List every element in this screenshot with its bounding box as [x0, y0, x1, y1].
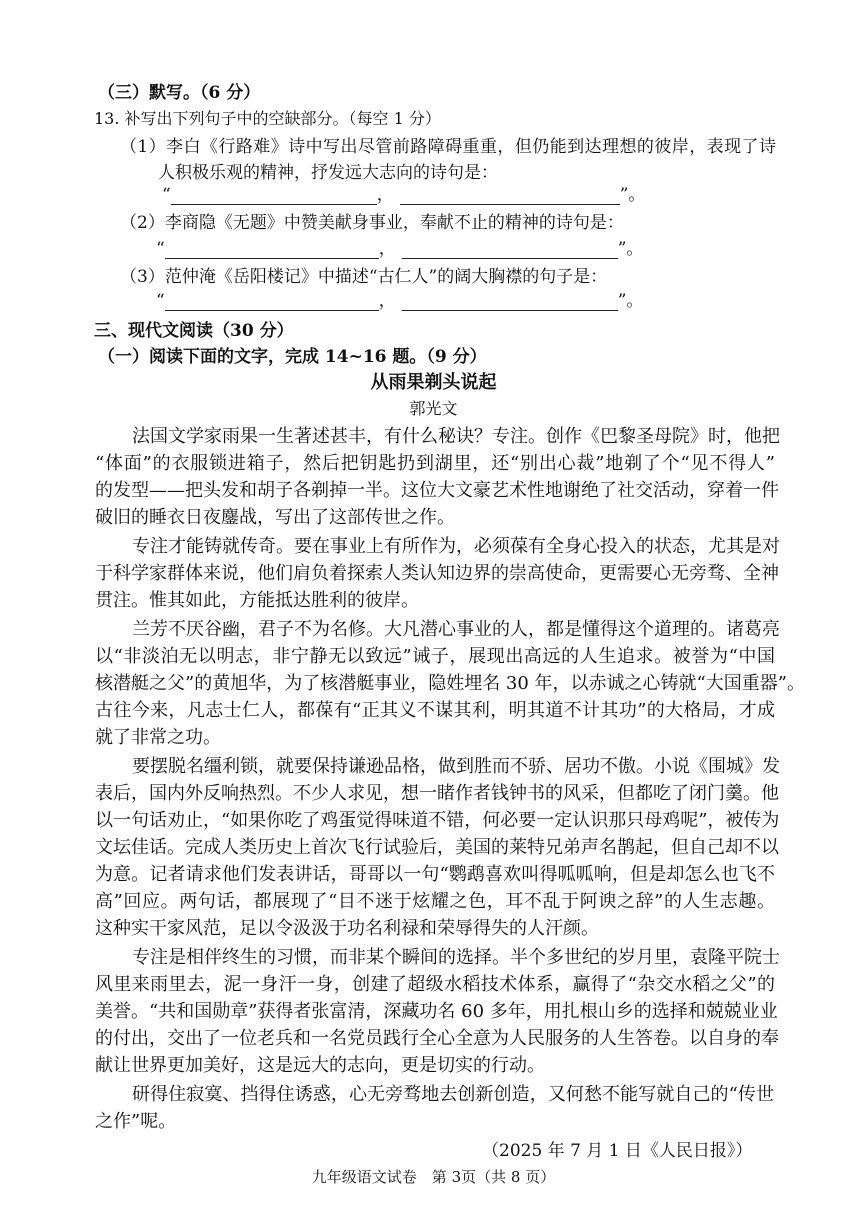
question-13-prompt: 13. 补写出下列句子中的空缺部分。（每空 1 分）	[94, 109, 441, 128]
paragraph-line: 破旧的睡衣日夜鏖战，写出了这部传世之作。	[95, 507, 455, 528]
comma: ，	[378, 239, 396, 259]
close-quote: ”。	[617, 239, 644, 259]
paragraph-line: 的付出，交出了一位老兵和一名党员践行全心全意为人民服务的人生答卷。以自身的奉	[95, 1028, 779, 1049]
item-2-answer-blanks[interactable]	[156, 234, 643, 259]
paragraph-line: 核潜艇之父”的黄旭华，为了核潜艇事业，隐姓埋名 30 年，以赤诚之心铸就“大国重器”。	[95, 673, 805, 694]
paragraph-line: 高”回应。两句话，都展现了“目不迷于炫耀之色，耳不乱于阿谀之辞”的人生志趣。	[95, 891, 775, 912]
item-2-prompt: （2）李商隐《无题》中赞美献身事业，奉献不止的精神的诗句是：	[120, 213, 624, 233]
paragraph-line: 表后，国内外反响热烈。不少人求见，想一睹作者钱钟书的风采，但都吃了闭门羹。他	[95, 783, 779, 804]
paragraph-line: 以“非淡泊无以明志，非宁静无以致远”诫子，展现出高远的人生追求。被誉为“中国	[95, 646, 775, 667]
item-1-answer-blanks	[162, 180, 645, 205]
item-1-line-2: 人积极乐观的精神，抒发远大志向的诗句是：	[158, 163, 498, 183]
open-quote: “	[156, 239, 165, 259]
paragraph-line: 美誉。“共和国勋章”获得者张富清，深藏功名 60 多年，用扎根山乡的选择和兢兢业业	[95, 1001, 778, 1022]
answer-blank[interactable]	[171, 186, 377, 205]
paragraph-line: 就了非常之功。	[95, 727, 221, 748]
item-1-line-1: （1）李白《行路难》诗中写出尽管前路障碍重重，但仍能到达理想的彼岸，表现了诗	[120, 137, 776, 157]
answer-blank[interactable]	[165, 292, 379, 311]
paragraph-line: 贯注。惟其如此，方能抵达胜利的彼岸。	[95, 590, 419, 611]
paragraph-line: 献让世界更加美好，这是远大的志向，更是切实的行动。	[95, 1055, 545, 1076]
paragraph-line: 专注才能铸就传奇。要在事业上有所作为，必须葆有全身心投入的状态，尤其是对	[132, 536, 780, 557]
paragraph-line: 之作”呢。	[95, 1111, 177, 1132]
paragraph-line: 专注是相伴终生的习惯，而非某个瞬间的选择。半个多世纪的岁月里，袁隆平院士	[132, 947, 780, 968]
paragraph-line: 为意。记者请求他们发表讲话，哥哥以一句“鹦鹉喜欢叫得呱呱响，但是却怎么也飞不	[95, 864, 775, 885]
paragraph-line: 要摆脱名缰利锁，就要保持谦逊品格，做到胜而不骄、居功不傲。小说《围城》发	[132, 756, 780, 777]
paragraph-line: “体面”的衣服锁进箱子，然后把钥匙扔到湖里，还“别出心裁”地剃了个“见不得人”	[95, 453, 775, 474]
close-quote: ”。	[619, 185, 646, 205]
answer-blank[interactable]	[165, 240, 379, 259]
comma: ，	[378, 291, 396, 311]
paragraph-line: 于科学家群体来说，他们肩负着探索人类认知边界的崇高使命，更需要心无旁骛、全神	[95, 563, 779, 584]
open-quote: “	[162, 185, 171, 205]
paragraph-line: 法国文学家雨果一生著述甚丰，有什么秘诀？专注。创作《巴黎圣母院》时，他把	[132, 426, 780, 447]
reading-1-heading: （一）阅读下面的文字，完成 14~16 题。（9 分）	[98, 347, 487, 367]
article-title: 从雨果剃头说起	[370, 372, 497, 393]
item-3-prompt: （3）范仲淹《岳阳楼记》中描述“古仁人”的阔大胸襟的句子是：	[120, 267, 608, 287]
page-footer: 九年级语文试卷 第 3页（共 8 页）	[311, 1168, 556, 1186]
part-3-heading: 三、现代文阅读（30 分）	[94, 321, 294, 341]
close-quote: ”。	[617, 291, 644, 311]
paragraph-line: 古往今来，凡志士仁人，都葆有“正其义不谋其利，明其道不计其功”的大格局，才成	[95, 700, 775, 721]
article-source: （2025 年 7 月 1 日《人民日报》）	[482, 1141, 753, 1161]
paragraph-line: 文坛佳话。完成人类历史上首次飞行试验后，美国的莱特兄弟声名鹊起，但自己却不以	[95, 837, 779, 858]
paragraph-line: 研得住寂寞、挡得住诱惑，心无旁骛地去创新创造，又何愁不能写就自己的“传世	[132, 1084, 774, 1105]
paragraph-line: 以一句话劝止，“如果你吃了鸡蛋觉得味道不错，何必要一定认识那只母鸡呢”，被传为	[95, 810, 780, 831]
item-3-answer-blanks	[156, 286, 643, 311]
answer-blank[interactable]	[402, 292, 618, 311]
paragraph-line: 这种实干家风范，足以令汲汲于功名利禄和荣辱得失的人汗颜。	[95, 918, 599, 939]
answer-blank[interactable]	[400, 186, 620, 205]
paragraph-line: 的发型——把头发和胡子各剃掉一半。这位大文豪艺术性地谢绝了社交活动，穿着一件	[95, 480, 779, 501]
open-quote: “	[156, 291, 165, 311]
paragraph-line: 兰芳不厌谷幽，君子不为名修。大凡潜心事业的人，都是懂得这个道理的。诸葛亮	[132, 619, 780, 640]
article-author: 郭光文	[409, 399, 458, 418]
answer-blank[interactable]	[402, 240, 618, 259]
paragraph-line: 风里来雨里去，泥一身汗一身，创建了超级水稻技术体系，赢得了“杂交水稻之父”的	[95, 974, 775, 995]
section-heading-dictation: （三）默写。（6 分）	[98, 83, 261, 103]
comma: ，	[376, 185, 394, 205]
